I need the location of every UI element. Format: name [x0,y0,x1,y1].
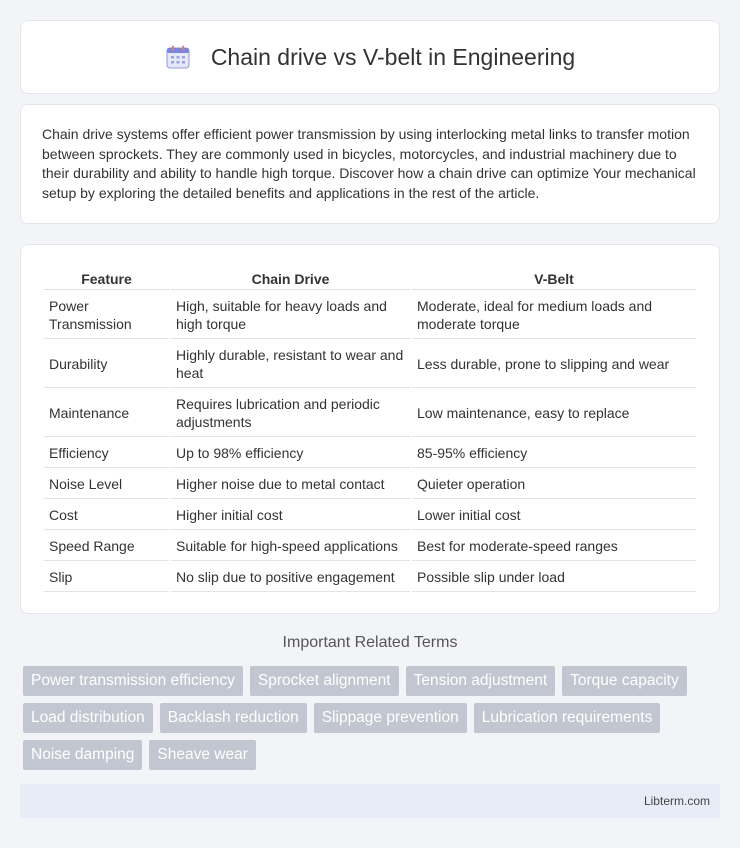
cell-chain-drive: Highly durable, resistant to wear and heat [171,341,410,388]
cell-feature: Slip [44,563,169,592]
cell-v-belt: Lower initial cost [412,501,696,530]
cell-v-belt: Less durable, prone to slipping and wear [412,341,696,388]
header-chain-drive: Chain Drive [171,267,410,290]
cell-v-belt: Quieter operation [412,470,696,499]
cell-chain-drive: Higher noise due to metal contact [171,470,410,499]
tag-sprocket-alignment[interactable]: Sprocket alignment [250,666,399,696]
calendar-icon [165,45,191,69]
related-terms-title: Important Related Terms [282,634,458,651]
table-row [44,292,696,339]
header-feature: Feature [44,267,169,290]
table-row [44,532,696,561]
cell-feature: Cost [44,501,169,530]
comparison-table [42,265,698,594]
cell-chain-drive: Up to 98% efficiency [171,439,410,468]
cell-v-belt: Best for moderate-speed ranges [412,532,696,561]
table-row [44,470,696,499]
tag-tension-adjustment[interactable]: Tension adjustment [406,666,556,696]
cell-chain-drive: Suitable for high-speed applications [171,532,410,561]
page-title: Chain drive vs V-belt in Engineering [210,43,576,70]
comparison-table-card [20,244,720,614]
cell-chain-drive: No slip due to positive engagement [171,563,410,592]
table-row [44,341,696,388]
table-row [44,501,696,530]
cell-v-belt: Low maintenance, easy to replace [412,390,696,437]
cell-v-belt: Possible slip under load [412,563,696,592]
header [165,44,575,71]
tag-lubrication-requirements[interactable]: Lubrication requirements [474,703,661,733]
table-row [44,390,696,437]
tag-sheave-wear[interactable]: Sheave wear [149,740,255,770]
table-header-row [44,267,696,290]
cell-feature: Speed Range [44,532,169,561]
cell-chain-drive: High, suitable for heavy loads and high torque [171,292,410,339]
tag-load-distribution[interactable]: Load distribution [23,703,153,733]
cell-v-belt: 85-95% efficiency [412,439,696,468]
tag-backlash-reduction[interactable]: Backlash reduction [160,703,307,733]
cell-feature: Maintenance [44,390,169,437]
related-terms-tags [23,666,723,777]
cell-feature: Efficiency [44,439,169,468]
footer-site-link[interactable]: Libterm.com [643,794,710,808]
intro-card [20,104,720,224]
tag-slippage-prevention[interactable]: Slippage prevention [314,703,467,733]
cell-v-belt: Moderate, ideal for medium loads and moderate torque [412,292,696,339]
header-card [20,20,720,94]
intro-paragraph: Chain drive systems offer efficient power transmission by using interlocking metal links to transfer motion between sprockets. They are commonly used in bicycles, motorcycles, and industrial machinery due to their durability and ability to handle high torque. Discover how a chain drive can optimize Your mechanical setup by exploring the detailed benefits and applications in the rest of the article. [42,126,696,201]
cell-chain-drive: Requires lubrication and periodic adjustments [171,390,410,437]
cell-chain-drive: Higher initial cost [171,501,410,530]
tag-power-transmission-efficiency[interactable]: Power transmission efficiency [23,666,243,696]
tag-noise-damping[interactable]: Noise damping [23,740,142,770]
table-row [44,439,696,468]
header-v-belt: V-Belt [412,267,696,290]
footer [20,784,720,818]
tag-torque-capacity[interactable]: Torque capacity [562,666,687,696]
table-row [44,563,696,592]
cell-feature: Noise Level [44,470,169,499]
cell-feature: Durability [44,341,169,388]
cell-feature: Power Transmission [44,292,169,339]
